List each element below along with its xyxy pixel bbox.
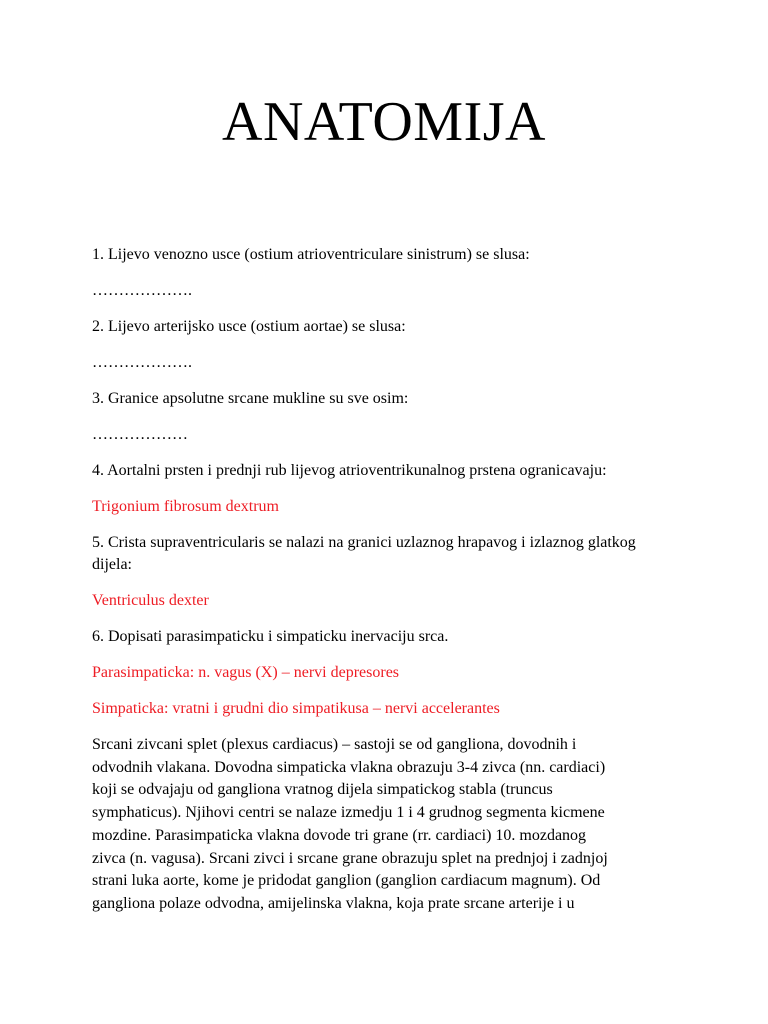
body-paragraph [92, 734, 692, 916]
paragraph-line: zivca (n. vagusa). Srcani zivci i srcane grane obrazuju splet na prednjoj i zadnjoj [92, 849, 608, 867]
paragraph-line: koji se odvajaju od gangliona vratnog dijela simpatickog stabla (truncus [92, 781, 553, 799]
paragraph-line: strani luka aorte, kome je pridodat ganglion (ganglion cardiacum magnum). Od [92, 872, 601, 890]
question-4: 4. Aortalni prsten i prednji rub lijevog atrioventrikunalnog prstena ogranicavaju: [92, 462, 607, 479]
paragraph-line: Srcani zivcani splet (plexus cardiacus) – sastoji se od gangliona, dovodnih i [92, 736, 577, 753]
answer-5: Ventriculus dexter [92, 592, 209, 609]
paragraph-line: odvodnih vlakana. Dovodna simpaticka vlakna obrazuju 3-4 zivca (nn. cardiaci) [92, 758, 606, 776]
answer-blank-3: ……………… [92, 426, 188, 443]
question-3: 3. Granice apsolutne srcane mukline su sve osim: [92, 390, 409, 407]
paragraph-line: symphaticus). Njihovi centri se nalaze izmedju 1 i 4 grudnog segmenta kicmene [92, 804, 605, 822]
answer-4: Trigonium fibrosum dextrum [92, 498, 279, 515]
answer-6-sympathetic: Simpaticka: vratni i grudni dio simpatikusa – nervi accelerantes [92, 700, 500, 717]
answer-blank-1: ………………. [92, 282, 192, 299]
question-5: 5. Crista supraventricularis se nalazi na granici uzlaznog hrapavog i izlaznog glatkog dijela: [92, 534, 636, 573]
question-1: 1. Lijevo venozno usce (ostium atrioventriculare sinistrum) se slusa: [92, 246, 530, 263]
question-2: 2. Lijevo arterijsko usce (ostium aortae) se slusa: [92, 318, 406, 335]
page-title: ANATOMIJA [222, 91, 546, 153]
answer-blank-2: ………………. [92, 354, 192, 371]
question-6: 6. Dopisati parasimpaticku i simpaticku inervaciju srca. [92, 628, 449, 645]
paragraph-line: gangliona polaze odvodna, amijelinska vlakna, koja prate srcane arterije i u [92, 894, 575, 912]
document-body [92, 244, 692, 916]
answer-6-parasympathetic: Parasimpaticka: n. vagus (X) – nervi depresores [92, 664, 400, 681]
paragraph-line: mozdine. Parasimpaticka vlakna dovode tri grane (rr. cardiaci) 10. mozdanog [92, 826, 587, 844]
